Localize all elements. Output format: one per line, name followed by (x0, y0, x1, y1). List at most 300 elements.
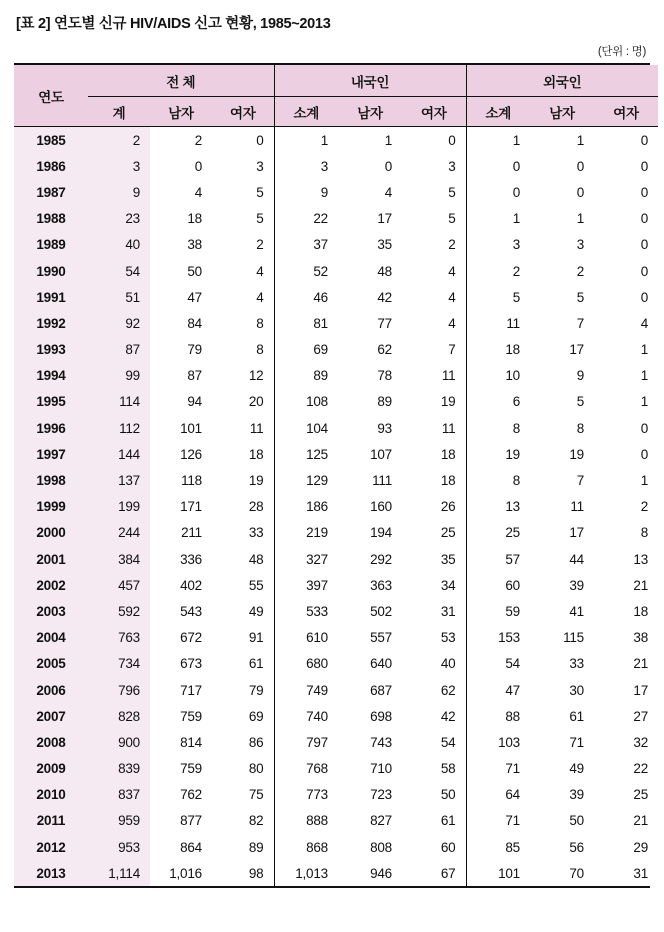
cell-value: 17 (569, 525, 584, 541)
cell-value: 763 (88, 625, 150, 651)
cell-value: 3 (88, 153, 150, 179)
cell-value: 710 (370, 761, 392, 777)
cell-value: 89 (248, 839, 264, 855)
cell-year: 1991 (14, 284, 88, 310)
caption-title: 연도별 신규 HIV/AIDS 신고 현황, 1985~2013 (54, 16, 331, 32)
cell-value: 384 (88, 546, 150, 572)
cell-value: 533 (274, 598, 338, 624)
cell-value: 3 (466, 232, 530, 258)
cell-value: 101 (466, 860, 530, 886)
cell-value: 4 (448, 263, 456, 279)
cell-value: 687 (370, 682, 392, 698)
cell-year: 2010 (14, 782, 88, 808)
table-row (14, 441, 658, 467)
cell-value: 23 (88, 206, 150, 232)
cell-year: 2007 (14, 703, 88, 729)
cell-value: 402 (180, 577, 202, 593)
cell-year: 1996 (14, 415, 88, 441)
cell-value: 25 (466, 520, 530, 546)
table-row (14, 206, 658, 232)
cell-value: 1 (640, 368, 649, 384)
cell-value: 1,013 (274, 860, 338, 886)
table-row (14, 494, 658, 520)
cell-value: 0 (640, 446, 649, 462)
cell-value: 1 (384, 132, 392, 148)
table-row (14, 310, 658, 336)
cell-value: 6 (466, 389, 530, 415)
cell-value: 0 (194, 158, 202, 174)
cell-year: 1987 (14, 179, 88, 205)
cell-value: 8 (576, 420, 584, 436)
cell-value: 18 (187, 211, 202, 227)
cell-value: 18 (633, 603, 649, 619)
cell-value: 21 (633, 813, 649, 829)
cell-value: 8 (256, 315, 264, 331)
table-row (14, 363, 658, 389)
cell-value: 57 (466, 546, 530, 572)
cell-value: 888 (274, 808, 338, 834)
cell-value: 84 (187, 315, 202, 331)
cell-value: 55 (248, 577, 264, 593)
cell-value: 808 (370, 839, 392, 855)
cell-value: 153 (466, 625, 530, 651)
cell-value: 30 (569, 682, 584, 698)
cell-value: 0 (640, 420, 649, 436)
cell-value: 89 (274, 363, 338, 389)
cell-value: 126 (180, 446, 202, 462)
cell-value: 336 (180, 551, 202, 567)
cell-value: 26 (440, 499, 456, 515)
cell-value: 70 (569, 865, 584, 881)
cell-value: 0 (640, 158, 649, 174)
cell-value: 21 (633, 656, 649, 672)
cell-value: 51 (88, 284, 150, 310)
cell-value: 723 (370, 787, 392, 803)
cell-value: 160 (370, 499, 392, 515)
cell-year: 1999 (14, 494, 88, 520)
cell-value: 640 (370, 656, 392, 672)
cell-value: 50 (569, 813, 584, 829)
cell-value: 749 (274, 677, 338, 703)
cell-value: 49 (569, 761, 584, 777)
cell-year: 1988 (14, 206, 88, 232)
cell-value: 13 (466, 494, 530, 520)
cell-value: 38 (187, 237, 202, 253)
cell-value: 80 (248, 761, 264, 777)
cell-value: 2 (576, 263, 584, 279)
table-container (14, 63, 650, 888)
cell-value: 79 (248, 682, 264, 698)
cell-value: 81 (274, 310, 338, 336)
cell-value: 11 (570, 499, 584, 515)
cell-value: 0 (640, 289, 649, 305)
cell-value: 1 (640, 473, 649, 489)
cell-value: 38 (633, 630, 649, 646)
table-row (14, 520, 658, 546)
table-row (14, 625, 658, 651)
cell-value: 2 (466, 258, 530, 284)
cell-value: 129 (274, 467, 338, 493)
table-row (14, 834, 658, 860)
cell-year: 2000 (14, 520, 88, 546)
cell-year: 2005 (14, 651, 88, 677)
cell-value: 9 (576, 368, 584, 384)
cell-value: 11 (249, 420, 264, 436)
cell-value: 2 (448, 237, 456, 253)
cell-value: 71 (466, 756, 530, 782)
cell-value: 54 (440, 734, 456, 750)
cell-value: 37 (274, 232, 338, 258)
cell-value: 75 (248, 787, 264, 803)
cell-value: 5 (256, 211, 264, 227)
cell-value: 768 (274, 756, 338, 782)
cell-value: 327 (274, 546, 338, 572)
cell-value: 92 (88, 310, 150, 336)
cell-value: 58 (440, 761, 456, 777)
cell-value: 2 (256, 237, 264, 253)
cell-value: 35 (440, 551, 456, 567)
cell-value: 46 (274, 284, 338, 310)
cell-year: 1994 (14, 363, 88, 389)
cell-value: 40 (440, 656, 456, 672)
cell-value: 101 (180, 420, 202, 436)
cell-value: 49 (248, 603, 264, 619)
table-row (14, 258, 658, 284)
cell-value: 1 (274, 127, 338, 154)
cell-value: 7 (576, 315, 584, 331)
cell-year: 2003 (14, 598, 88, 624)
cell-value: 959 (88, 808, 150, 834)
table-row (14, 467, 658, 493)
table-row (14, 808, 658, 834)
table-row (14, 598, 658, 624)
cell-value: 762 (180, 787, 202, 803)
cell-value: 25 (440, 525, 456, 541)
cell-year: 1989 (14, 232, 88, 258)
cell-value: 87 (88, 337, 150, 363)
cell-value: 199 (88, 494, 150, 520)
cell-value: 1 (576, 132, 584, 148)
cell-value: 48 (248, 551, 264, 567)
cell-value: 94 (187, 394, 202, 410)
cell-year: 1993 (14, 337, 88, 363)
cell-value: 115 (563, 630, 584, 646)
cell-value: 62 (377, 342, 392, 358)
cell-value: 18 (440, 473, 456, 489)
cell-value: 69 (274, 337, 338, 363)
cell-value: 0 (256, 132, 264, 148)
cell-value: 8 (466, 467, 530, 493)
cell-value: 25 (633, 787, 649, 803)
cell-year: 1997 (14, 441, 88, 467)
header-group-total: 전 체 (88, 65, 274, 97)
cell-value: 1,016 (169, 865, 202, 881)
cell-value: 107 (370, 446, 392, 462)
cell-value: 40 (88, 232, 150, 258)
cell-value: 0 (640, 263, 649, 279)
cell-value: 953 (88, 834, 150, 860)
cell-value: 186 (274, 494, 338, 520)
cell-value: 61 (440, 813, 456, 829)
cell-value: 12 (248, 368, 264, 384)
cell-value: 5 (448, 184, 456, 200)
cell-value: 5 (448, 211, 456, 227)
cell-value: 52 (274, 258, 338, 284)
cell-value: 2 (640, 499, 649, 515)
cell-value: 1 (466, 206, 530, 232)
cell-value: 50 (187, 263, 202, 279)
cell-year: 1986 (14, 153, 88, 179)
table-caption (16, 12, 650, 33)
cell-value: 837 (88, 782, 150, 808)
unit-note: (단위 : 명) (597, 46, 646, 58)
table-row (14, 232, 658, 258)
cell-value: 717 (180, 682, 202, 698)
cell-value: 4 (448, 289, 456, 305)
cell-value: 680 (274, 651, 338, 677)
caption-tag: [표 2] (16, 16, 51, 32)
header-group-foreign: 외국인 (466, 65, 658, 97)
cell-value: 673 (180, 656, 202, 672)
header-total-female: 여자 (212, 97, 274, 127)
header-domestic-male: 남자 (338, 97, 402, 127)
cell-value: 108 (274, 389, 338, 415)
cell-value: 118 (181, 473, 202, 489)
cell-year: 1985 (14, 127, 88, 154)
cell-value: 0 (640, 237, 649, 253)
cell-value: 28 (248, 499, 264, 515)
cell-value: 0 (466, 153, 530, 179)
cell-value: 759 (180, 761, 202, 777)
cell-value: 5 (576, 394, 584, 410)
cell-value: 4 (256, 289, 264, 305)
cell-value: 39 (569, 577, 584, 593)
table-row (14, 677, 658, 703)
header-group-domestic: 내국인 (274, 65, 466, 97)
cell-value: 112 (88, 415, 150, 441)
cell-value: 557 (370, 630, 392, 646)
cell-value: 18 (466, 337, 530, 363)
cell-value: 60 (466, 572, 530, 598)
cell-value: 144 (88, 441, 150, 467)
cell-value: 114 (88, 389, 150, 415)
cell-value: 397 (274, 572, 338, 598)
cell-value: 4 (384, 184, 392, 200)
cell-value: 796 (88, 677, 150, 703)
cell-value: 864 (180, 839, 202, 855)
table-row (14, 546, 658, 572)
cell-value: 54 (466, 651, 530, 677)
cell-value: 86 (248, 734, 264, 750)
table-row (14, 860, 658, 886)
cell-value: 3 (274, 153, 338, 179)
cell-value: 797 (274, 729, 338, 755)
cell-value: 7 (448, 342, 456, 358)
cell-value: 29 (633, 839, 649, 855)
cell-value: 5 (576, 289, 584, 305)
header-year: 연도 (14, 65, 88, 127)
cell-value: 698 (370, 708, 392, 724)
cell-value: 71 (569, 734, 584, 750)
cell-value: 61 (569, 708, 584, 724)
cell-value: 0 (576, 184, 584, 200)
cell-value: 759 (180, 708, 202, 724)
cell-value: 0 (448, 132, 456, 148)
cell-year: 2004 (14, 625, 88, 651)
cell-value: 827 (370, 813, 392, 829)
cell-value: 211 (181, 525, 202, 541)
cell-value: 4 (194, 184, 202, 200)
cell-value: 33 (569, 656, 584, 672)
cell-value: 592 (88, 598, 150, 624)
cell-value: 22 (274, 206, 338, 232)
cell-value: 33 (248, 525, 264, 541)
cell-value: 219 (274, 520, 338, 546)
cell-value: 3 (448, 158, 456, 174)
table-row (14, 651, 658, 677)
cell-value: 17 (377, 211, 392, 227)
cell-value: 64 (466, 782, 530, 808)
cell-value: 47 (187, 289, 202, 305)
cell-value: 61 (248, 656, 264, 672)
cell-value: 54 (88, 258, 150, 284)
table-row (14, 389, 658, 415)
cell-value: 946 (370, 865, 392, 881)
cell-value: 77 (377, 315, 392, 331)
header-foreign-sum: 소계 (466, 97, 530, 127)
cell-value: 814 (180, 734, 202, 750)
header-domestic-sum: 소계 (274, 97, 338, 127)
cell-value: 19 (440, 394, 456, 410)
cell-value: 98 (248, 865, 264, 881)
cell-value: 1 (466, 127, 530, 154)
cell-value: 22 (633, 761, 649, 777)
cell-value: 244 (88, 520, 150, 546)
cell-value: 2 (88, 127, 150, 154)
cell-value: 89 (377, 394, 392, 410)
cell-value: 11 (466, 310, 530, 336)
cell-value: 103 (466, 729, 530, 755)
cell-value: 31 (633, 865, 649, 881)
cell-year: 2009 (14, 756, 88, 782)
table-row (14, 127, 658, 154)
header-foreign-male: 남자 (530, 97, 594, 127)
cell-year: 2008 (14, 729, 88, 755)
cell-value: 743 (370, 734, 392, 750)
cell-value: 48 (377, 263, 392, 279)
cell-value: 3 (256, 158, 264, 174)
cell-value: 47 (466, 677, 530, 703)
cell-value: 8 (640, 525, 649, 541)
cell-value: 13 (633, 551, 649, 567)
cell-value: 9 (274, 179, 338, 205)
table-row (14, 337, 658, 363)
cell-value: 740 (274, 703, 338, 729)
header-total-sum: 계 (88, 97, 150, 127)
cell-value: 5 (466, 284, 530, 310)
cell-value: 19 (466, 441, 530, 467)
table-row (14, 153, 658, 179)
cell-value: 17 (569, 342, 584, 358)
cell-value: 610 (274, 625, 338, 651)
cell-value: 11 (441, 420, 456, 436)
cell-year: 2002 (14, 572, 88, 598)
cell-value: 60 (440, 839, 456, 855)
cell-value: 85 (466, 834, 530, 860)
table-head (14, 65, 658, 127)
cell-value: 99 (88, 363, 150, 389)
header-total-male: 남자 (150, 97, 212, 127)
table-row (14, 284, 658, 310)
cell-year: 2006 (14, 677, 88, 703)
cell-value: 78 (377, 368, 392, 384)
cell-year: 1998 (14, 467, 88, 493)
cell-value: 1,114 (88, 860, 150, 886)
cell-value: 79 (187, 342, 202, 358)
cell-value: 0 (640, 184, 649, 200)
cell-value: 125 (274, 441, 338, 467)
cell-year: 2011 (14, 808, 88, 834)
table-row (14, 729, 658, 755)
cell-value: 828 (88, 703, 150, 729)
cell-value: 87 (187, 368, 202, 384)
cell-value: 457 (88, 572, 150, 598)
cell-value: 868 (274, 834, 338, 860)
cell-value: 69 (248, 708, 264, 724)
cell-value: 0 (640, 132, 649, 148)
cell-value: 19 (569, 446, 584, 462)
table-body (14, 127, 658, 887)
cell-value: 672 (180, 630, 202, 646)
cell-value: 17 (633, 682, 649, 698)
cell-value: 18 (440, 446, 456, 462)
cell-value: 62 (440, 682, 456, 698)
cell-value: 4 (256, 263, 264, 279)
cell-value: 8 (466, 415, 530, 441)
table-row (14, 572, 658, 598)
cell-value: 773 (274, 782, 338, 808)
cell-value: 44 (569, 551, 584, 567)
cell-value: 4 (448, 315, 456, 331)
cell-year: 2012 (14, 834, 88, 860)
cell-value: 734 (88, 651, 150, 677)
cell-value: 34 (440, 577, 456, 593)
cell-value: 93 (377, 420, 392, 436)
cell-value: 41 (569, 603, 584, 619)
cell-value: 42 (440, 708, 456, 724)
cell-value: 1 (576, 211, 584, 227)
cell-value: 50 (440, 787, 456, 803)
cell-value: 363 (370, 577, 392, 593)
cell-value: 32 (633, 734, 649, 750)
cell-value: 56 (569, 839, 584, 855)
cell-value: 18 (248, 446, 264, 462)
cell-value: 1 (640, 342, 649, 358)
cell-year: 1995 (14, 389, 88, 415)
cell-value: 111 (372, 473, 392, 489)
cell-value: 194 (370, 525, 392, 541)
hiv-aids-table (14, 65, 658, 886)
cell-value: 91 (248, 630, 264, 646)
cell-value: 7 (576, 473, 584, 489)
cell-value: 71 (466, 808, 530, 834)
cell-value: 31 (440, 603, 456, 619)
header-domestic-female: 여자 (402, 97, 466, 127)
cell-value: 9 (88, 179, 150, 205)
cell-value: 502 (370, 603, 392, 619)
cell-value: 19 (248, 473, 264, 489)
cell-year: 2001 (14, 546, 88, 572)
